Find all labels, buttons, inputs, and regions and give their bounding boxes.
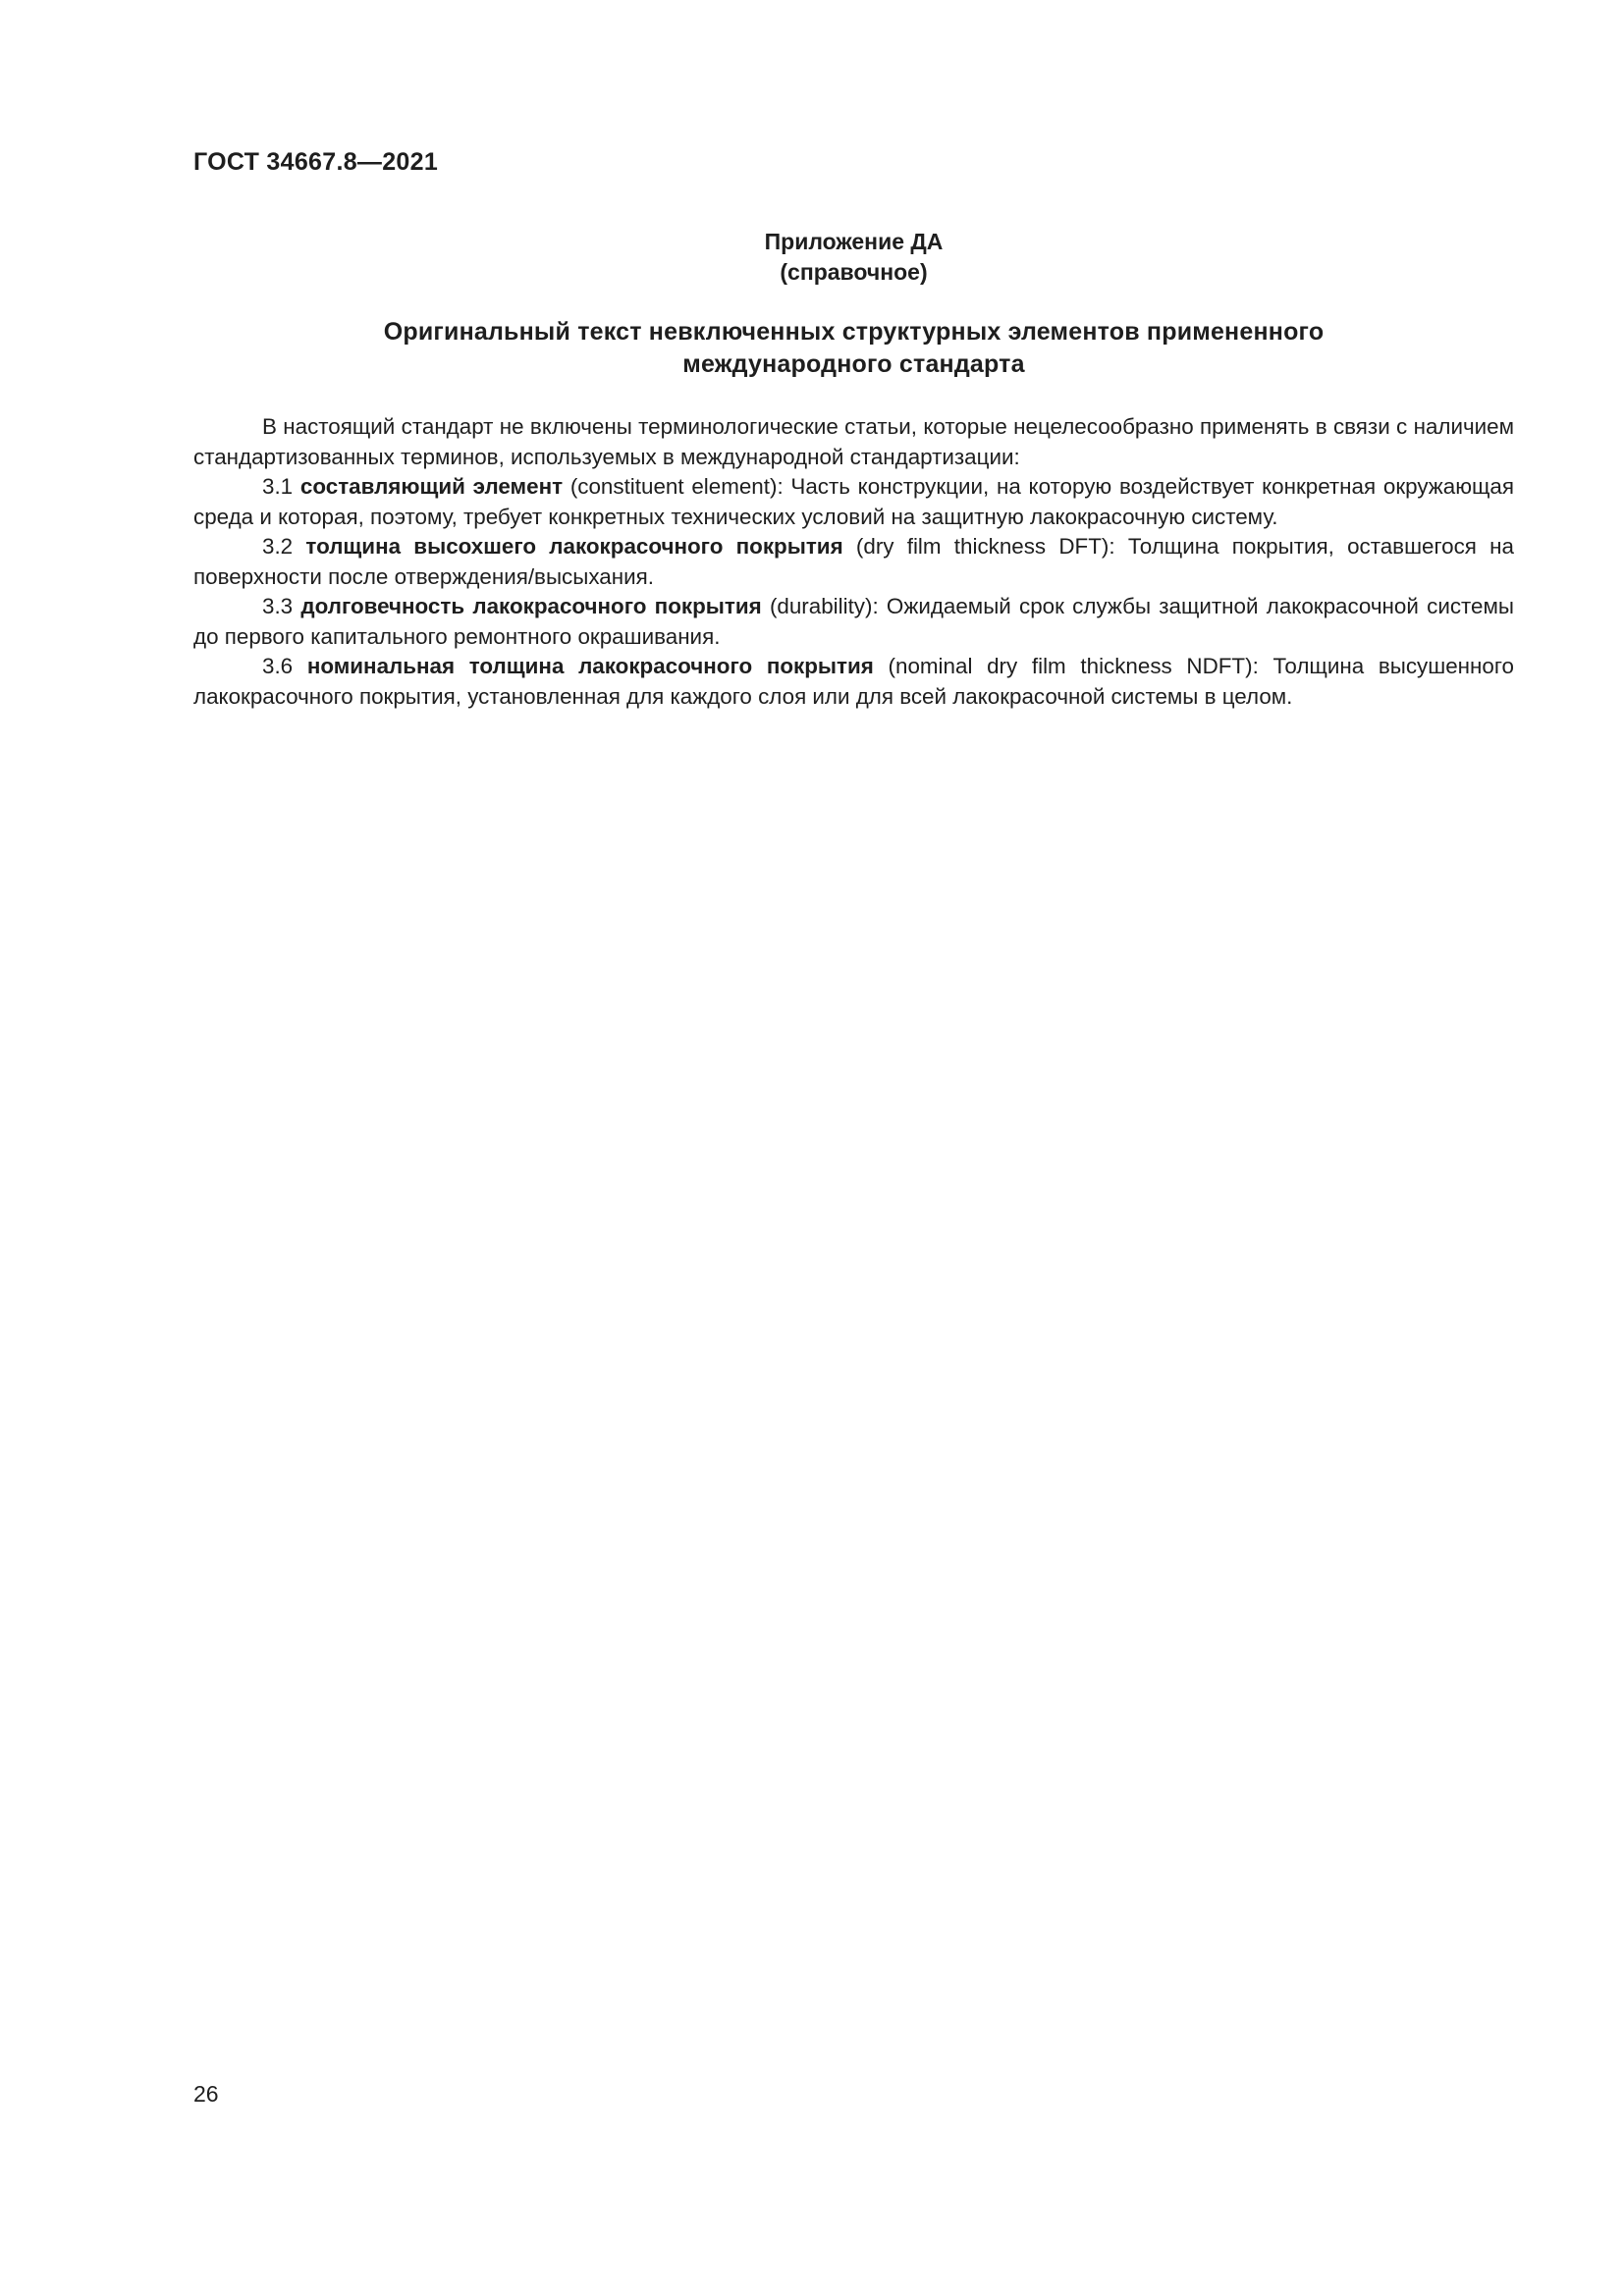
term-name: толщина высохшего лакокрасочного покрытия: [305, 534, 843, 559]
term-entry-3-3: [193, 592, 1514, 652]
term-number: 3.2: [262, 534, 294, 559]
term-number: 3.6: [262, 654, 294, 678]
term-definition: (dry film thickness DFT): Толщина покрытия, оставшегося на поверхности после отверждения/высыхания.: [193, 534, 1515, 589]
term-name: долговечность лакокрасочного покрытия: [300, 594, 762, 618]
term-definition: (constituent element): Часть конструкции, на которую воздействует конкретная окружающая среда и которая, поэтому, требует конкретных технических условий на защитную лакокрасочную систему.: [193, 474, 1514, 529]
body-text: [193, 412, 1514, 712]
document-header: ГОСТ 34667.8—2021: [193, 148, 439, 176]
term-definition: (nominal dry film thickness NDFT): Толщина высушенного лакокрасочного покрытия, установленная для каждого слоя или для всей лакокрасочной системы в целом.: [193, 654, 1514, 709]
annex-label-block: [193, 227, 1514, 288]
annex-label: Приложение ДА: [764, 229, 944, 254]
page-number: 26: [193, 2081, 219, 2107]
term-entry-3-1: [193, 472, 1514, 532]
term-name: номинальная толщина лакокрасочного покрытия: [306, 654, 874, 678]
annex-title-line-2: международного стандарта: [682, 350, 1025, 378]
intro-paragraph: В настоящий стандарт не включены терминологические статьи, которые нецелесообразно применять в связи с наличием стандартизованных терминов, используемых в международной стандартизации:: [193, 414, 1514, 469]
annex-kind: (справочное): [780, 259, 928, 285]
term-number: 3.1: [262, 474, 294, 499]
term-name: составляющий элемент: [299, 474, 564, 499]
annex-title-line-1: Оригинальный текст невключенных структурных элементов примененного: [383, 318, 1325, 346]
term-number: 3.3: [262, 594, 294, 618]
term-entry-3-2: [193, 532, 1514, 592]
term-definition: (durability): Ожидаемый срок службы защитной лакокрасочной системы до первого капитального ремонтного окрашивания.: [193, 594, 1514, 649]
term-entry-3-6: [193, 652, 1514, 712]
annex-title: [193, 316, 1514, 381]
